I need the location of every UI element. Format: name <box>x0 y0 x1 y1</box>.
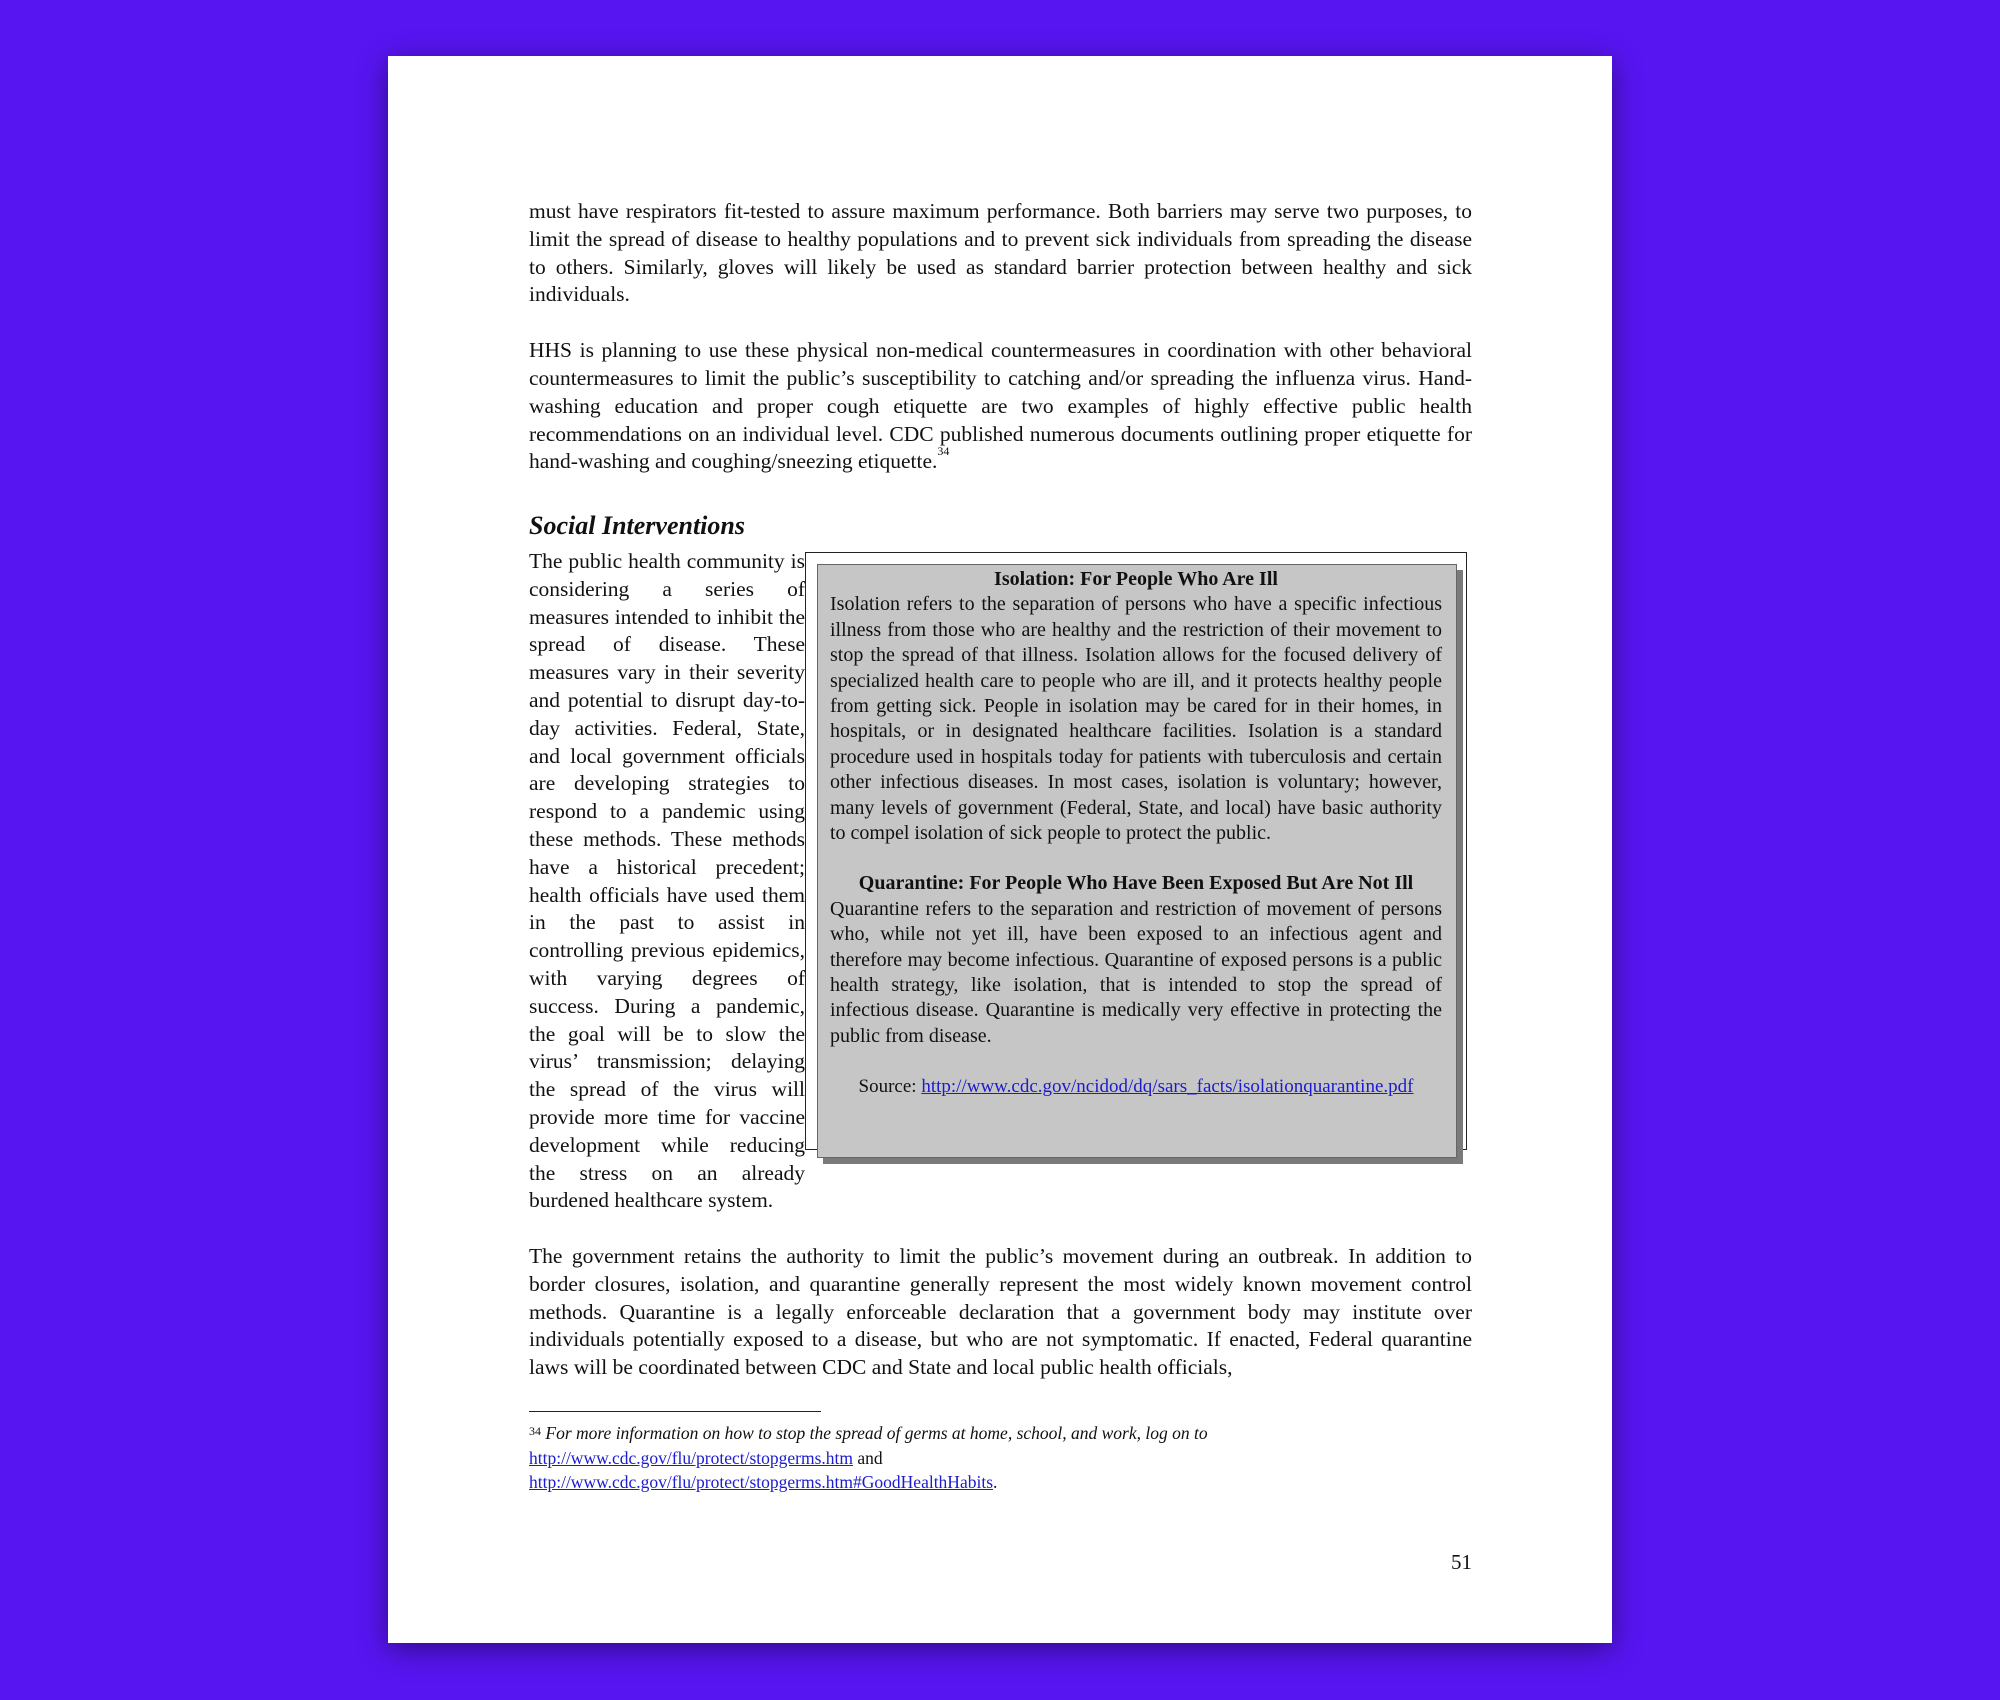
footnote-divider <box>529 1411 821 1412</box>
isolation-quarantine-callout <box>805 552 1472 1168</box>
footnote-period: . <box>993 1472 998 1492</box>
footnote-number: 34 <box>529 1424 541 1438</box>
source-label: Source: <box>858 1076 917 1098</box>
paragraph-public-health-measures: The public health community is considering a series of measures intended to inhibit the spread of disease. These measures vary in their severity and potential to disrupt day-to-day activities. Federal, State, and local government officials are developing strategies to respond to a pandemic using these methods. These methods have a historical precedent; health officials have used them in the past to assist in controlling previous epidemics, with varying degrees of success. During a pandemic, the goal will be to slow the virus’ transmission; delaying the spread of the virus will provide more time for vaccine development while reducing the stress on an already burdened healthcare system. <box>529 548 805 1213</box>
footnote-line-2 <box>529 1446 1472 1471</box>
paragraph-hhs-text: HHS is planning to use these physical non-medical countermeasures in coordination with other behavioral countermeasures to limit the public’s susceptibility to catching and/or spreading the influenza virus. Hand-washing education and proper cough etiquette are two examples of highly effective public health recommendations on an individual level. CDC published numerous documents outlining proper etiquette for hand-washing and coughing/sneezing etiquette. <box>529 338 1472 474</box>
callout-box <box>817 564 1457 1158</box>
footnote-text: For more information on how to stop the spread of germs at home, school, and work, log on to <box>545 1423 1208 1443</box>
footnote-line-3 <box>529 1470 1472 1495</box>
page-number: 51 <box>1451 1550 1472 1574</box>
paragraph-hhs-countermeasures <box>529 337 1472 476</box>
footnote-link-good-health-habits[interactable]: http://www.cdc.gov/flu/protect/stopgerms.htm#GoodHealthHabits <box>529 1472 993 1492</box>
footnote-and: and <box>857 1447 883 1468</box>
footnote-34 <box>529 1421 1472 1495</box>
section-title-social-interventions: Social Interventions <box>529 511 745 541</box>
isolation-heading: Isolation: For People Who Are Ill <box>994 567 1278 590</box>
footnote-line-1 <box>529 1421 1472 1446</box>
document-page <box>388 56 1612 1643</box>
social-interventions-body <box>529 548 1472 1382</box>
paragraph-respirators: must have respirators fit-tested to assure maximum performance. Both barriers may serve two purposes, to limit the spread of disease to healthy populations and to prevent sick individuals from spreading the disease to others. Similarly, gloves will likely be used as standard barrier protection between healthy and sick individuals. <box>529 199 1472 307</box>
quarantine-heading: Quarantine: For People Who Have Been Exposed But Are Not Ill <box>858 872 1414 895</box>
footnote-reference[interactable]: 34 <box>937 444 950 459</box>
source-link[interactable]: http://www.cdc.gov/ncidod/dq/sars_facts/isolationquarantine.pdf <box>921 1076 1414 1098</box>
callout-source <box>830 1074 1442 1099</box>
page-body <box>529 198 1472 1382</box>
isolation-text: Isolation refers to the separation of persons who have a specific infectious illness from those who are healthy and the restriction of their movement to stop the spread of that illness. Isolation allows for the focused delivery of specialized health care to people who are ill, and it protects healthy people from getting sick. People in isolation may be cared for in their homes, in hospitals, or in designated healthcare facilities. Isolation is a standard procedure used in hospitals today for patients with tuberculosis and certain other infectious diseases. In most cases, isolation is voluntary; however, many levels of government (Federal, State, and local) have basic authority to compel isolation of sick people to protect the public. <box>830 593 1442 845</box>
paragraph-government-authority: The government retains the authority to limit the public’s movement during an outbreak. In addition to border closures, isolation, and quarantine generally represent the most widely known movement control methods. Quarantine is a legally enforceable declaration that a government body may institute over individuals potentially exposed to a disease, but who are not symptomatic. If enacted, Federal quarantine laws will be coordinated between CDC and State and local public health officials, <box>529 1244 1472 1380</box>
footnote-link-stopgerms[interactable]: http://www.cdc.gov/flu/protect/stopgerms.htm <box>529 1447 854 1468</box>
quarantine-text: Quarantine refers to the separation and restriction of movement of persons who, while not yet ill, have been exposed to an infectious agent and therefore may become infectious. Quarantine of exposed persons is a public health strategy, like isolation, that is intended to stop the spread of infectious disease. Quarantine is medically very effective in protecting the public from disease. <box>830 897 1442 1047</box>
